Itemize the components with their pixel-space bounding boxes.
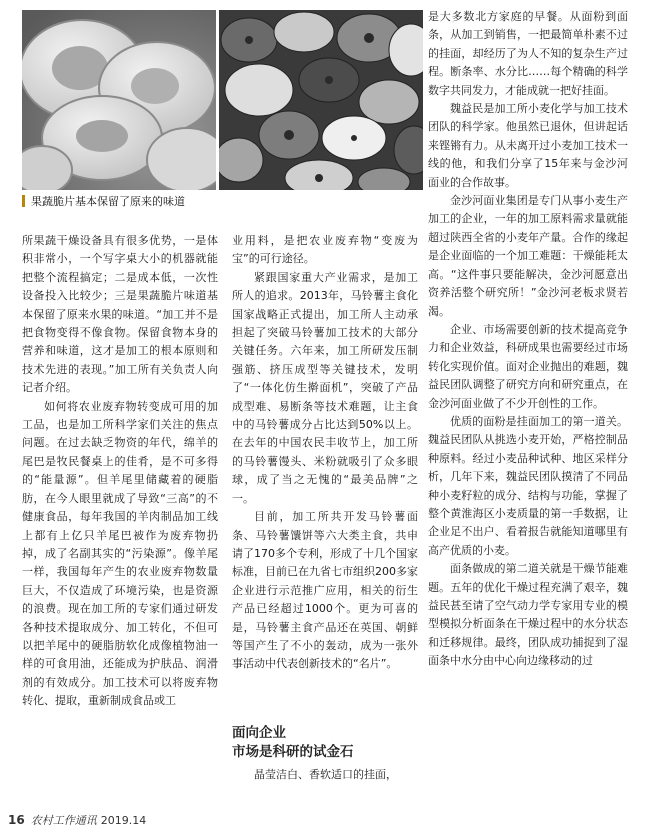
article-column-1	[22, 232, 218, 711]
paragraph: 如何将农业废弃物转变成可用的加工品，也是加工所科学家们关注的焦点问题。在过去缺乏物资的年代，绵羊的尾巴是牧民餐桌上的佳肴，是不可多得的“能量源”。但羊尾里储藏着的硬脂肪，在今人眼里就成了导致“三高”的不健康食品，每年我国的羊肉制品加工线上都有上亿只羊尾巴被作为废弃物扔掉，成了名副其实的“污染源”。像羊尾一样，我国每年产生的农业废弃物数量巨大，不仅造成了环境污染，也是资源的浪费。现在加工所的专家们通过研发各种技术提取成分、加工转化，不但可以把羊尾中的硬脂肪软化成像植物油一样的可食用油，还能成为护肤品、润滑剂的有效成分。加工技术可以将废弃物转化、提取，重新制成食品或工	[22, 399, 218, 708]
caption-bar-decoration	[22, 195, 25, 207]
paragraph: 紧跟国家重大产业需求，是加工所人的追求。2013年，马铃薯主食化国家战略正式提出，加工所人主动承担起了突破马铃薯加工技术的大部分关键任务。六年来，加工所研发压制强筋、挤压成型等关键技术，发明了“一体化仿生擀面机”，突破了产品成型难、易断条等技术难题，让主食中的马铃薯成分占比达到50%以上。在去年的中国农民丰收节上，加工所的马铃薯馒头、米粉就吸引了众多眼球，成了当之无愧的“最美品牌”之一。	[232, 270, 418, 505]
page-number: 16	[8, 813, 25, 827]
section-heading-line-2: 市场是科研的试金石	[232, 744, 354, 760]
paragraph: 目前，加工所共开发马铃薯面条、马铃薯馕饼等六大类主食，共申请了170多个专利，形成了十几个国家标准，目前已在九省七市组织200多家企业进行示范推广应用，相关的衍生产品已经超过1000个。更为可喜的是，马铃薯主食产品还在英国、朝鲜等国产生了不小的轰动，成为一张外事活动中代表创新技术的“名片”。	[232, 510, 418, 671]
paragraph: 魏益民是加工所小麦化学与加工技术团队的科学家。他虽然已退休，但讲起话来铿锵有力。从未离开过小麦加工技术一线的他，和我们分享了15年来与金沙河面业的合作故事。	[428, 102, 628, 189]
paragraph: 所果蔬干燥设备具有很多优势，一是体积非常小，一个写字桌大小的机器就能把整个流程搞定；二是成本低，一次性设备投入比较少；三是果蔬脆片味道基本保留了原来水果的味道。“加工并不是把食物变得不像食物。保留食物本身的营养和味道，这才是加工的根本原则和技术先进的表现。”加工所有关负责人向记者介绍。	[22, 234, 218, 395]
page-footer	[8, 812, 146, 828]
paragraph: 企业、市场需要创新的技术提高竞争力和企业效益，科研成果也需要经过市场转化实现价值。面对企业抛出的难题，魏益民团队调整了研究方向和研究重点，在金沙河面业做了不少开创性的工作。	[428, 322, 628, 410]
caption-text: 果蔬脆片基本保留了原来的味道	[31, 195, 185, 208]
paragraph: 面条做成的第二道关就是干燥节能难题。五年的优化干燥过程充满了艰辛，魏益民甚至请了空气动力学专家用专业的模型模拟分析面条在干燥过程中的水分状态和迁移规律。最终，团队成功捕捉到了湿面条中水分由中心向边缘移动的过	[428, 562, 628, 668]
issue-number: 2019.14	[100, 814, 147, 827]
fruit-chips-illustration	[22, 10, 216, 190]
magazine-name: 农村工作通讯	[30, 814, 97, 827]
article-column-2	[232, 232, 418, 674]
paragraph: 是大多数北方家庭的早餐。从面粉到面条，从加工到销售，一把最简单朴素不过的挂面，却经历了为人不知的复杂生产过程。断条率、水分比……每个精确的科学数字共同发力，才能成就一把好挂面。	[428, 10, 628, 97]
paragraph: 业用料，是把农业废弃物“变废为宝”的可行途径。	[232, 234, 418, 266]
assorted-chips-photo	[219, 10, 423, 190]
section-heading	[232, 724, 418, 762]
paragraph: 优质的面粉是挂面加工的第一道关。魏益民团队从挑选小麦开始，严格控制品种原料。经过小麦品种试种、地区采样分析，几年下来，魏益民团队摸清了不同品种小麦籽粒的成分、结构与功能，掌握了整个黄淮海区小麦质量的第一手数据，让企业足不出户、看着报告就能知道哪里有高产优质的小麦。	[428, 414, 628, 557]
photo-caption	[22, 195, 422, 209]
assorted-chips-illustration	[219, 10, 423, 190]
section-heading-line-1: 面向企业	[232, 725, 286, 741]
article-column-3	[428, 8, 628, 671]
article-column-2-continued	[232, 766, 418, 784]
paragraph: 晶莹洁白、香软适口的挂面，	[254, 768, 397, 781]
fruit-chips-photo	[22, 10, 216, 190]
paragraph: 金沙河面业集团是专门从事小麦生产加工的企业，一年的加工原料需求量就能超过陕西全省的小麦年产量。合作的缘起是企业面临的一个加工难题：干燥能耗太高。“这件事只要能解决，金沙河愿意出资养活整个研究所！”金沙河老板求贤若渴。	[428, 194, 628, 318]
